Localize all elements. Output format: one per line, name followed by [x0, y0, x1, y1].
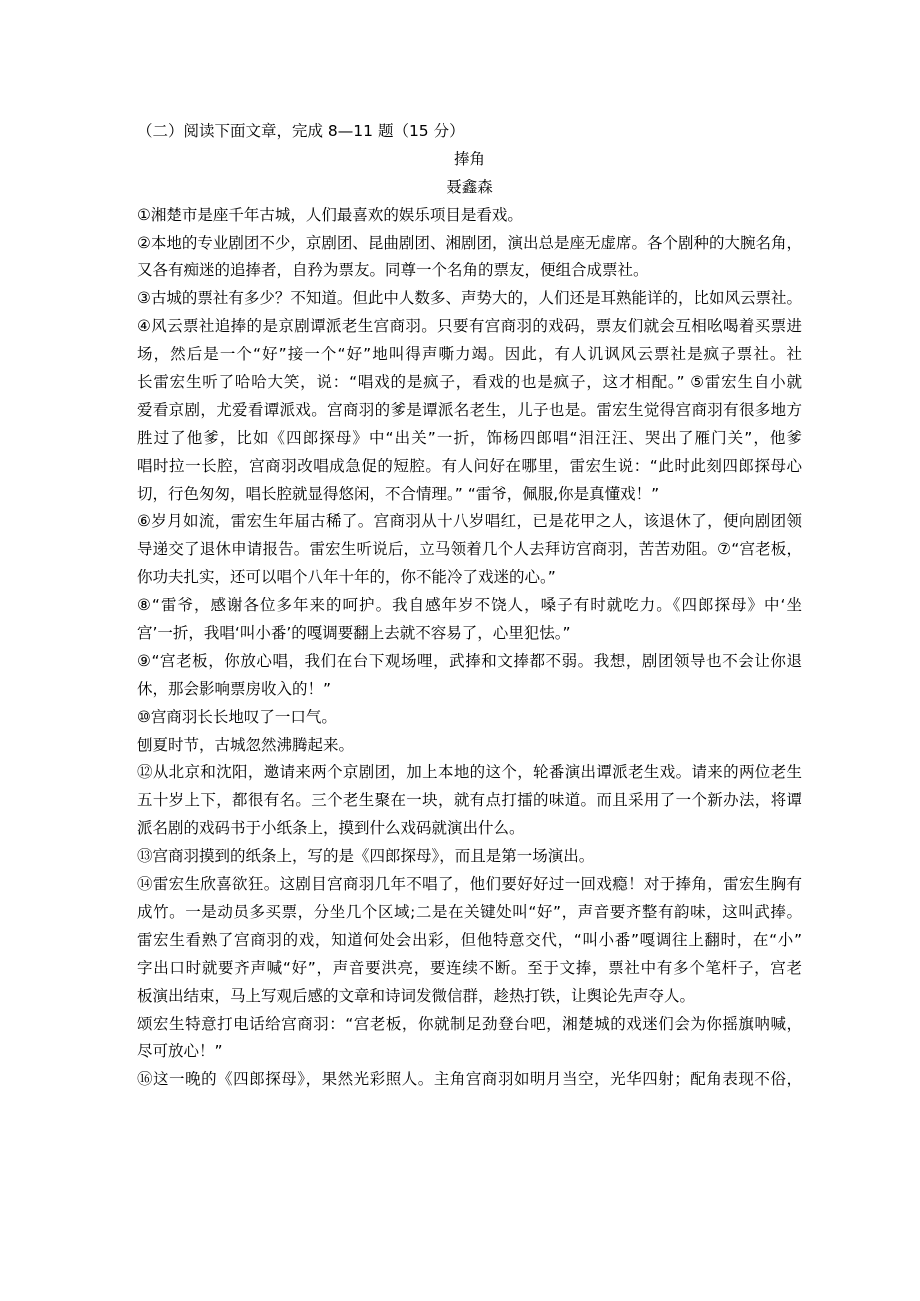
text-line: 刨夏时节，古城忽然沸腾起来。: [137, 735, 355, 754]
article-title: 捧角: [453, 149, 485, 168]
text-line: ⑬宫商羽摸到的纸条上，写的是《四郎探母》，而且是第一场演出。: [137, 847, 595, 866]
text-line: 胜过了他爹，比如《四郎探母》中“出关”一折，饰杨四郎唱“泪汪汪、哭出了雁门关”，他爹: [137, 428, 802, 447]
article-author: 聂鑫森: [446, 177, 493, 196]
question-intro: （二）阅读下面文章，完成 8—11 题（15 分）: [137, 122, 465, 140]
text-line: 唱时拉一长腔，宫商羽改唱成急促的短腔。有人问好在哪里，雷宏生说：“此时此刻四郎探母心: [137, 456, 802, 475]
text-line: 派名剧的戏码书于小纸条上，摸到什么戏码就演出什么。: [137, 819, 525, 838]
text-line: 导递交了退休申请报告。雷宏生听说后，立马领着几个人去拜访宫商羽，苦苦劝阻。⑦“宫老板，: [137, 540, 802, 559]
text-line: 爱看京剧，尤爱看谭派戏。宫商羽的爹是谭派名老生，儿子也是。雷宏生觉得宫商羽有很多地方: [137, 400, 802, 419]
text-line: 切，行色匆匆，唱长腔就显得悠闲，不合情理。” “雷爷，佩服,你是真懂戏！”: [137, 484, 660, 503]
text-line: 颂宏生特意打电话给宫商羽：“宫老板，你就制足劲登台吧，湘楚城的戏迷们会为你摇旗呐喊，: [137, 1014, 802, 1033]
text-line: ⑨“宫老板，你放心唱，我们在台下观场哩，武捧和文捧都不弱。我想，剧团领导也不会让你退: [137, 651, 802, 670]
text-line: 你功夫扎实，还可以唱个八年十年的，你不能冷了戏迷的心。”: [137, 568, 556, 587]
article-text: [137, 202, 802, 1095]
text-line: 板演出结束，马上写观后感的文章和诗词发微信群，趁热打铁，让舆论先声夺人。: [137, 986, 696, 1005]
text-line: ⑯这一晚的《四郎探母》，果然光彩照人。主角宫商羽如明月当空，光华四射；配角表现不俗，: [137, 1070, 802, 1089]
text-line: 五十岁上下，都很有名。三个老生聚在一块，就有点打擂的味道。而且采用了一个新办法，将谭: [137, 791, 802, 810]
text-line: ⑫从北京和沈阳，邀请来两个京剧团，加上本地的这个，轮番演出谭派老生戏。请来的两位老生: [137, 763, 802, 782]
text-line: ③古城的票社有多少？不知道。但此中人数多、声势大的，人们还是耳熟能详的，比如风云票社。: [137, 289, 802, 308]
text-line: 字出口时就要齐声喊“好”，声音要洪亮，要连续不断。至于文捧，票社中有多个笔杆子，宫老: [137, 958, 802, 977]
article-body: [137, 118, 802, 1094]
text-line: 成竹。一是动员多买票，分坐几个区域;二是在关键处叫“好”，声音要齐整有韵味，这叫武捧。: [137, 902, 802, 921]
text-line: ⑩宫商羽长长地叹了一口气。: [137, 707, 337, 726]
text-line: ⑧“雷爷，感谢各位多年来的呵护。我自感年岁不饶人，嗓子有时就吃力。《四郎探母》中‘坐: [137, 596, 802, 615]
text-line: 长雷宏生听了哈哈大笑，说：“唱戏的是疯子，看戏的也是疯子，这才相配。” ⑤雷宏生自小就: [137, 373, 802, 392]
text-line: 宫’一折，我唱‘叫小番’的嘎调要翻上去就不容易了，心里犯怯。”: [137, 624, 571, 643]
text-line: 休，那会影响票房收入的！”: [137, 679, 332, 698]
text-line: ⑥岁月如流，雷宏生年届古稀了。宫商羽从十八岁唱红，已是花甲之人，该退休了，便向剧团领: [137, 512, 802, 531]
text-line: ①湘楚市是座千年古城，人们最喜欢的娱乐项目是看戏。: [137, 205, 523, 224]
text-line: ④风云票社追捧的是京剧谭派老生宫商羽。只要有宫商羽的戏码，票友们就会互相吆喝着买票进: [137, 317, 802, 336]
text-line: 尽可放心！”: [137, 1042, 223, 1061]
text-line: 又各有痴迷的追捧者，自矜为票友。同尊一个名角的票友，便组合成票社。: [137, 261, 649, 280]
text-line: ⑭雷宏生欣喜欲狂。这剧目宫商羽几年不唱了，他们要好好过一回戏瘾！对于捧角，雷宏生胸有: [137, 875, 802, 894]
text-line: ②本地的专业剧团不少，京剧团、昆曲剧团、湘剧团，演出总是座无虚席。各个剧种的大腕名角，: [137, 233, 802, 252]
text-line: 场，然后是一个“好”接一个“好”地叫得声嘶力竭。因此，有人讥讽风云票社是疯子票社。社: [137, 345, 802, 364]
text-line: 雷宏生看熟了宫商羽的戏，知道何处会出彩，但他特意交代，“叫小番”嘎调往上翻时，在“小”: [137, 930, 802, 949]
